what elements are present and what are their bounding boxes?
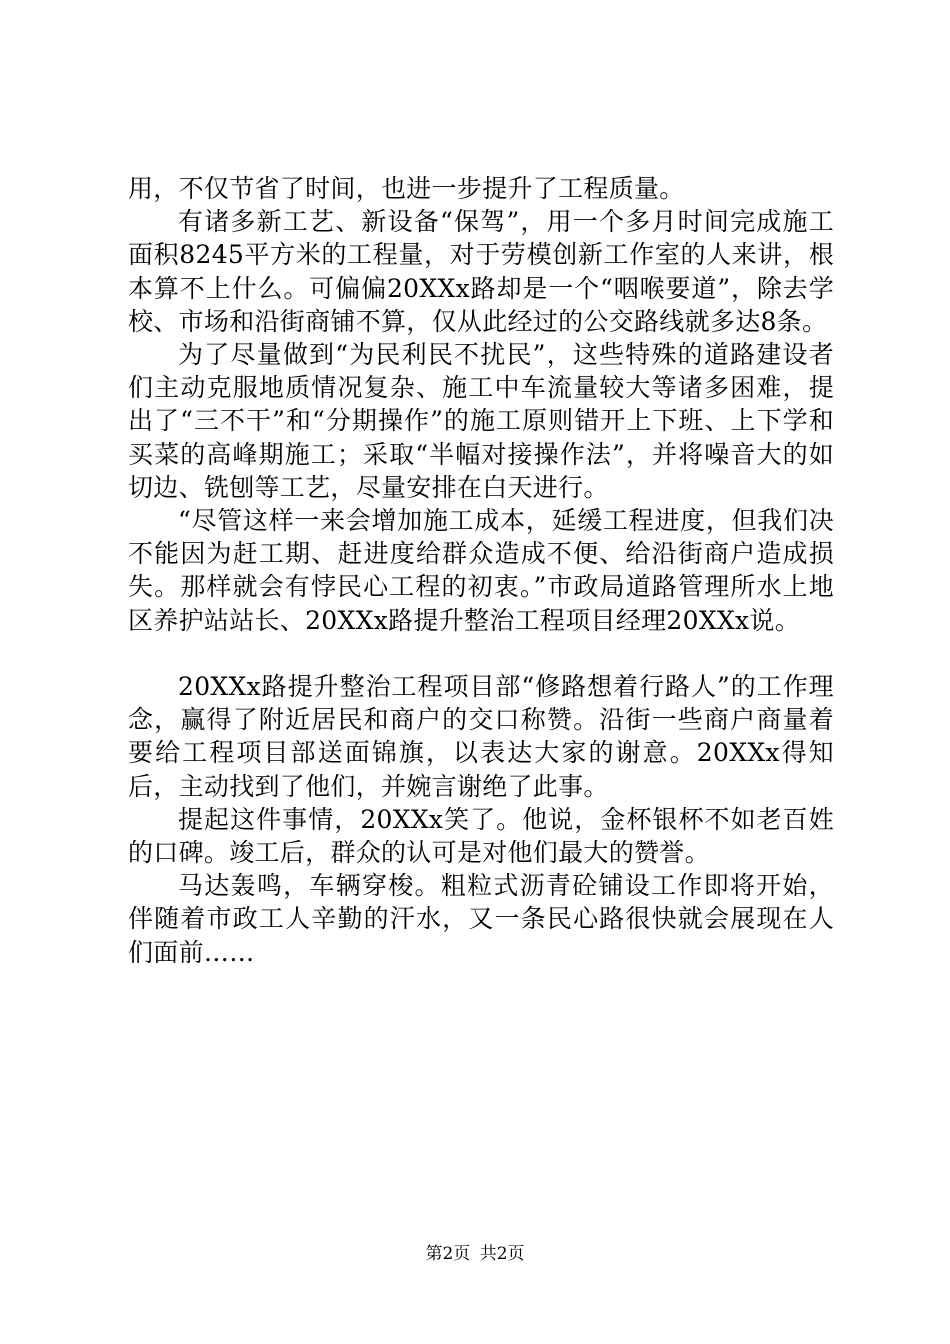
paragraph-spacer [128, 637, 834, 670]
document-body [128, 172, 834, 969]
paragraph-continuation: 用，不仅节省了时间，也进一步提升了工程质量。 [128, 174, 685, 203]
paragraph-manager-quote: “尽管这样一来会增加施工成本，延缓工程进度，但我们决不能因为赶工期、赶进度给群众造成不便、给沿街商户造成损失。那样就会有悖民心工程的初衷。”市政局道路管理所水上地区养护站站长、20XXx路提升整治工程项目经理20XXx说。 [128, 506, 834, 635]
paragraph-new-processes: 有诸多新工艺、新设备“保驾”，用一个多月时间完成施工面积8245平方米的工程量，对于劳模创新工作室的人来讲，根本算不上什么。可偏偏20XXx路却是一个“咽喉要道”，除去学校、市场和沿街商铺不算，仅从此经过的公交路线就多达8条。 [128, 207, 834, 336]
page-number: 第2页 [425, 1244, 471, 1264]
paragraph-closing: 马达轰鸣，车辆穿梭。粗粒式沥青砼铺设工作即将开始，伴随着市政工人辛勤的汗水，又一条民心路很快就会展现在人们面前…… [128, 871, 834, 967]
page-total: 共2页 [479, 1244, 525, 1264]
paragraph-reputation: 提起这件事情，20XXx笑了。他说，金杯银杯不如老百姓的口碑。竣工后，群众的认可是对他们最大的赞誉。 [128, 804, 834, 868]
paragraph-construction-principles: 为了尽量做到“为民利民不扰民”，这些特殊的道路建设者们主动克服地质情况复杂、施工中车流量较大等诸多困难，提出了“三不干”和“分期操作”的施工原则错开上下班、上下学和买菜的高峰期施工；采取“半幅对接操作法”，并将噪音大的如切边、铣刨等工艺，尽量安排在白天进行。 [128, 340, 834, 502]
paragraph-praise: 20XXx路提升整治工程项目部“修路想着行路人”的工作理念，赢得了附近居民和商户的交口称赞。沿街一些商户商量着要给工程项目部送面锦旗，以表达大家的谢意。20XXx得知后，主动找到了他们，并婉言谢绝了此事。 [128, 672, 834, 801]
page-footer [0, 1243, 950, 1265]
